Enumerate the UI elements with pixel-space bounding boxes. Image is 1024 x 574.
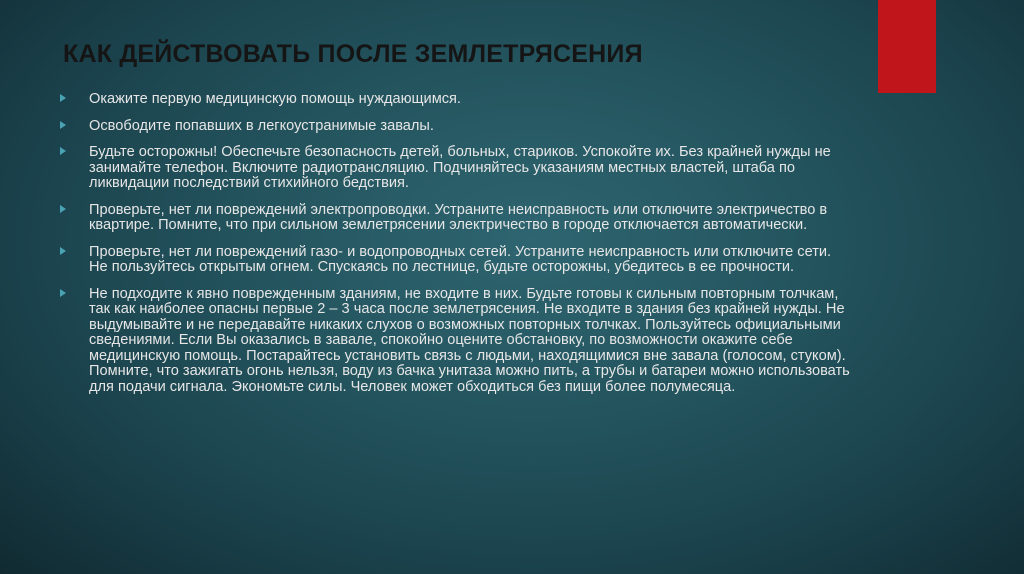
bullet-text: Проверьте, нет ли повреждений газо- и водопроводных сетей. Устраните неисправность или отключите сети. Не пользуйтесь открытым огнем. Спускаясь по лестнице, будьте осторожны, убедитесь в ее прочности. <box>89 243 832 275</box>
bullet-item <box>60 245 850 276</box>
bullet-text: Окажите первую медицинскую помощь нуждающимся. <box>89 91 461 107</box>
bullet-list <box>60 92 850 406</box>
bullet-text: Не подходите к явно поврежденным зданиям, не входите в них. Будьте готовы к сильным повторным толчкам, так как наиболее опасны первые 2 – 3 часа после землетрясения. Не входите в здания без крайней нужды. Не выдумывайте и не передавайте никаких слухов о возможных повторных толчках. Пользуйтесь официальными сведениями. Если Вы оказались в завале, спокойно оцените обстановку, по возможности окажите себе медицинскую помощь. Постарайтесь установить связь с людьми, находящимися вне завала (голосом, стуком). Помните, что зажигать огонь нельзя, воду из бачка унитаза можно пить, а трубы и батареи можно использовать для подачи сигнала. Экономьте силы. Человек может обходиться без пищи более полумесяца. <box>89 285 850 395</box>
triangle-right-icon <box>60 121 66 129</box>
bullet-text: Проверьте, нет ли повреждений электропроводки. Устраните неисправность или отключите электричество в квартире. Помните, что при сильном землетрясении электричество в городе отключается автоматически. <box>89 201 828 233</box>
triangle-right-icon <box>60 247 66 255</box>
red-accent-bar <box>878 0 936 93</box>
bullet-item <box>60 287 850 396</box>
bullet-item <box>60 203 850 234</box>
triangle-right-icon <box>60 289 66 297</box>
triangle-right-icon <box>60 205 66 213</box>
bullet-text: Освободите попавших в легкоустранимые завалы. <box>89 117 434 134</box>
bullet-text: Будьте осторожны! Обеспечьте безопасность детей, больных, стариков. Успокойте их. Без крайней нужды не занимайте телефон. Включите радиотрансляцию. Подчиняйтесь указаниям местных властей, штаба по ликвидации последствий стихийного бедствия. <box>89 144 831 191</box>
triangle-right-icon <box>60 94 66 102</box>
slide-title: КАК ДЕЙСТВОВАТЬ ПОСЛЕ ЗЕМЛЕТРЯСЕНИЯ <box>63 40 643 68</box>
bullet-item <box>60 92 850 108</box>
bullet-item <box>60 145 850 192</box>
bullet-item <box>60 119 850 135</box>
triangle-right-icon <box>60 147 66 155</box>
